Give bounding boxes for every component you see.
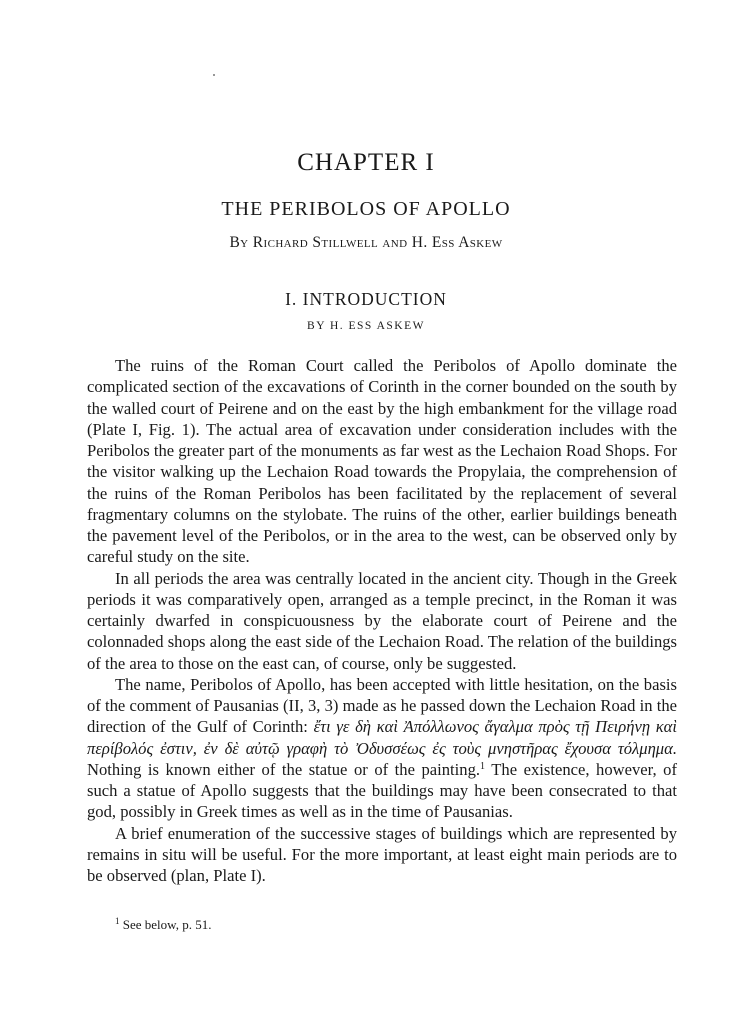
footnote-text: See below, p. 51. <box>122 917 212 932</box>
greek-quotation: ἔτι γε δὴ καὶ Ἀπόλλωνος ἄγαλμα πρὸς τῇ Πειρήνῃ καὶ περίβολός ἐστιν, ἐν δὲ αὐτῷ γραφὴ τὸ Ὀδυσσέως ἐς τοὺς μνηστῆρας ἔχουσα τόλμημα. <box>87 717 678 758</box>
footnote-reference: 1 <box>480 760 486 772</box>
paragraph-3-text-c: The existence, however, of such a statue of Apollo suggests that the buildings may have been consecrated to that god, possibly in Greek times as well as in the time of Pausanias. <box>87 759 678 822</box>
chapter-title: THE PERIBOLOS OF APOLLO <box>221 198 511 220</box>
paragraph-3 <box>87 674 677 823</box>
footnote <box>115 916 211 934</box>
paragraph-1: The ruins of the Roman Court called the Peribolos of Apollo dominate the complicated section of the excavations of Corinth in the corner bounded on the south by the walled court of Peirene and on the east by the high embankment for the village road (Plate I, Fig. 1). The actual area of excavation under consideration includes with the Peribolos the greater part of the monuments as far west as the Lechaion Road Shops. For the visitor walking up the Lechaion Road towards the Propylaia, the comprehension of the ruins of the Roman Peribolos has been facilitated by the replacement of several fragmentary columns on the stylobate. The ruins of the other, earlier buildings beneath the pavement level of the Peribolos, or in the area to the west, can be observed only by careful study on the site. <box>87 356 677 567</box>
body-text <box>87 355 677 886</box>
stray-ink-mark <box>213 74 215 76</box>
paragraph-2: In all periods the area was centrally located in the ancient city. Though in the Greek periods it was comparatively open, arranged as a temple precinct, in the Roman it was certainly dwarfed in conspicuousness by the elaborate court of Peirene and the colonnaded shops along the east side of the Lechaion Road. The relation of the buildings of the area to those on the east can, of course, only be suggested. <box>87 568 677 673</box>
section-byline: BY H. ESS ASKEW <box>307 320 425 332</box>
paragraph-3-text-b: Nothing is known either of the statue or of the painting. <box>87 759 481 779</box>
paragraph-3-text-a: The name, Peribolos of Apollo, has been accepted with little hesitation, on the basis of the comment of Pausanias (II, 3, 3) made as he passed down the Lechaion Road in the direction of the Gulf of Corinth: <box>87 674 677 737</box>
section-heading: I. INTRODUCTION <box>285 289 447 309</box>
author-byline: By Richard Stillwell and H. Ess Askew <box>229 234 503 251</box>
chapter-heading: CHAPTER I <box>297 149 435 176</box>
paragraph-4: A brief enumeration of the successive stages of buildings which are represented by remains in situ will be useful. For the more important, at least eight main periods are to be observed (plan, Plate I). <box>87 823 677 885</box>
footnote-marker: 1 <box>115 916 120 926</box>
